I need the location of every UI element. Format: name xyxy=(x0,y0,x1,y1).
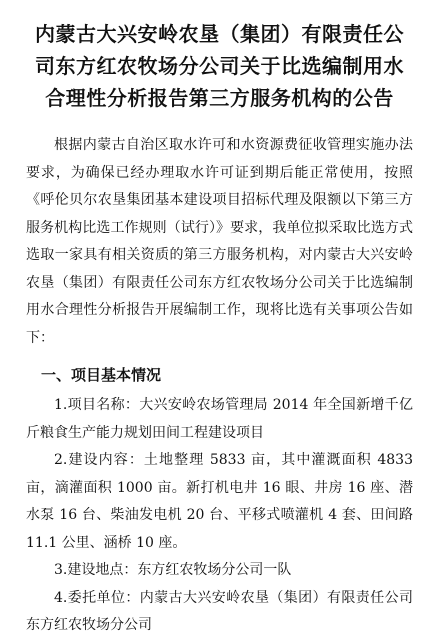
intro-paragraph: 根据内蒙古自治区取水许可和水资源费征收管理实施办法要求，为确保已经办理取水许可证到期后能正常使用，按照《呼伦贝尔农垦集团基本建设项目招标代理及限额以下第三方服务机构比选工作规则（试行）》要求，我单位拟采取比选方式选取一家具有相关资质的第三方服务机构，对内蒙古大兴安岭农垦（集团）有限责任公司东方红农牧场分公司关于比选编制用水合理性分析报告开展编制工作，现将比选有关事项公告如下： xyxy=(26,137,413,346)
document-title xyxy=(26,18,413,114)
item-entrusting-unit: 4.委托单位：内蒙古大兴安岭农垦（集团）有限责任公司东方红农牧场分公司 xyxy=(26,589,413,633)
document-body xyxy=(26,132,413,640)
title-line-1: 内蒙古大兴安岭农垦（集团）有限责任公 xyxy=(35,22,404,46)
item-construction-content: 2.建设内容：土地整理 5833 亩，其中灌溉面积 4833 亩，滴灌面积 1000 亩。新打机电井 16 眼、井房 16 座、潜水泵 16 台、柴油发电机 20 台、平移式喷灌机 4 套、田间路 11.1 公里、涵桥 10 座。 xyxy=(26,452,413,551)
item-project-name: 1.项目名称：大兴安岭农场管理局 2014 年全国新增千亿斤粮食生产能力规划田间工程建设项目 xyxy=(26,397,413,441)
title-line-3: 合理性分析报告第三方服务机构的公告 xyxy=(45,86,394,110)
title-line-2: 司东方红农牧场分公司关于比选编制用水 xyxy=(35,54,404,78)
item-construction-location: 3.建设地点：东方红农牧场分公司一队 xyxy=(54,562,292,578)
section-heading-project-info: 一、项目基本情况 xyxy=(41,366,162,384)
